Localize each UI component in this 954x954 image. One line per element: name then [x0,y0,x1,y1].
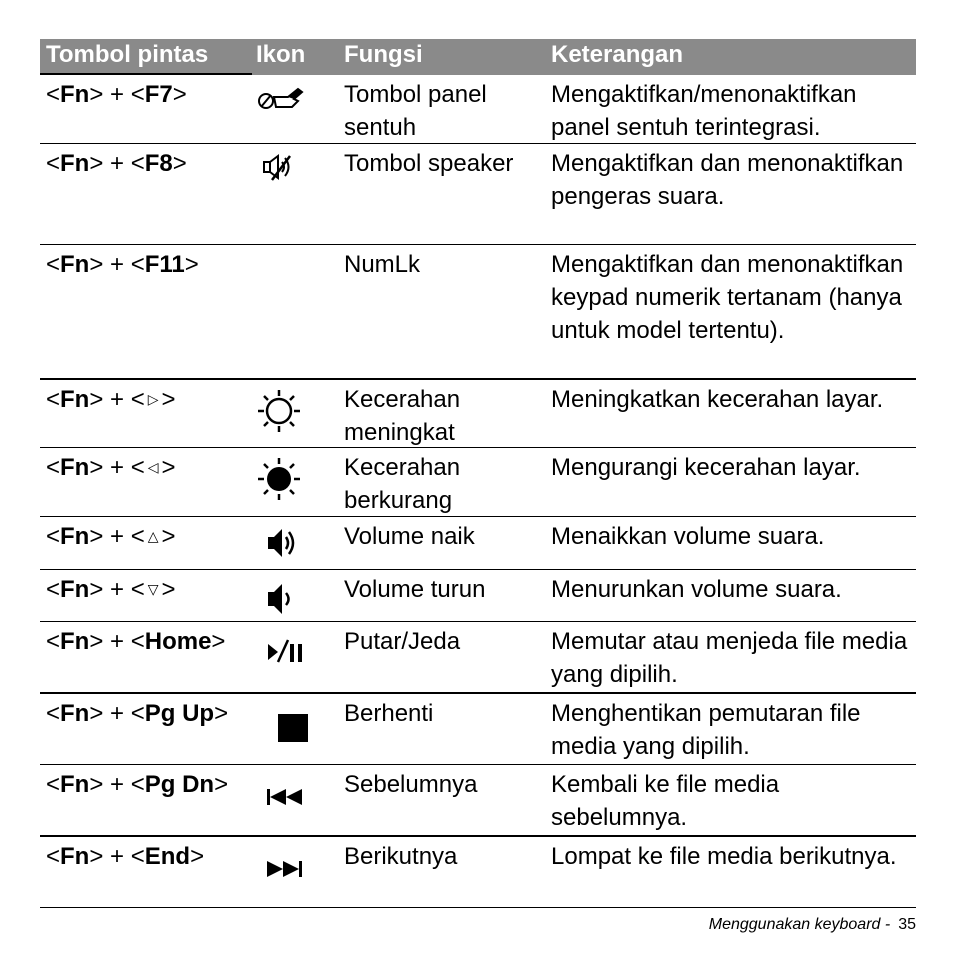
shortcut-keys: <Fn> + < ▷ > [46,386,176,413]
function-description: Menaikkan volume suara. [551,523,825,550]
shortcut-keys: <Fn> + < ◁ > [46,454,176,481]
header-function: Fungsi [344,41,423,68]
function-name: Sebelumnya [344,771,478,798]
shortcut-keys: <Fn> + <Pg Dn> [46,771,229,798]
table-row [40,245,916,380]
shortcut-keys: <Fn> + <Pg Up> [46,700,229,727]
function-name: Volume turun [344,576,486,603]
header-icon: Ikon [256,41,306,68]
page-number: 35 [898,916,916,933]
function-description: Mengaktifkan/menonaktifkan panel sentuh terintegrasi. [551,81,857,141]
play-pause-icon [254,630,332,666]
shortcut-keys: <Fn> + <End> [46,843,205,870]
table-header [40,39,916,75]
function-name: Volume naik [344,523,475,550]
header-description: Keterangan [551,41,684,68]
table-row [40,517,916,570]
shortcut-keys: <Fn> + <F11> [46,251,199,278]
function-name: Putar/Jeda [344,628,461,655]
table-row [40,75,916,144]
function-description: Mengaktifkan dan menonaktifkan keypad numerik tertanam (hanya untuk model tertentu). [551,251,904,344]
function-name: Tombol panel sentuh [344,81,487,141]
page-footer [709,916,916,934]
previous-track-icon [254,773,332,809]
function-description: Menurunkan volume suara. [551,576,842,603]
table-row [40,570,916,622]
function-description: Kembali ke file media sebelumnya. [551,771,780,831]
function-description: Mengaktifkan dan menonaktifkan pengeras suara. [551,150,904,210]
shortcut-keys: <Fn> + <Home> [46,628,226,655]
touchpad-off-icon [254,83,332,113]
function-description: Mengurangi kecerahan layar. [551,454,861,481]
function-description: Memutar atau menjeda file media yang dipilih. [551,628,908,688]
table-row [40,144,916,245]
next-track-icon [254,845,332,881]
function-name: Kecerahan berkurang [344,454,461,514]
function-name: Tombol speaker [344,150,514,177]
volume-up-icon [254,525,332,561]
function-name: NumLk [344,251,421,278]
table-row [40,448,916,517]
brightness-up-icon [254,388,332,434]
function-name: Berhenti [344,700,434,727]
function-name: Kecerahan meningkat [344,386,461,446]
footer-section-title: Menggunakan keyboard - [708,916,891,933]
function-name: Berikutnya [344,843,458,870]
function-description: Lompat ke file media berikutnya. [551,843,897,870]
table-row [40,765,916,837]
brightness-down-icon [254,456,332,502]
function-description: Meningkatkan kecerahan layar. [551,386,884,413]
header-shortcut: Tombol pintas [46,41,209,68]
table-row [40,694,916,765]
stop-icon [254,702,332,746]
function-description: Menghentikan pemutaran file media yang dipilih. [551,700,861,760]
shortcut-table [40,39,916,908]
shortcut-keys: <Fn> + <F8> [46,150,187,177]
table-row [40,380,916,448]
shortcut-keys: <Fn> + <F7> [46,81,187,108]
shortcut-keys: <Fn> + < ▽ > [46,576,176,603]
table-row [40,622,916,694]
shortcut-keys: <Fn> + < △ > [46,523,176,550]
volume-down-icon [254,578,332,618]
speaker-mute-icon [254,152,332,184]
table-row [40,837,916,908]
